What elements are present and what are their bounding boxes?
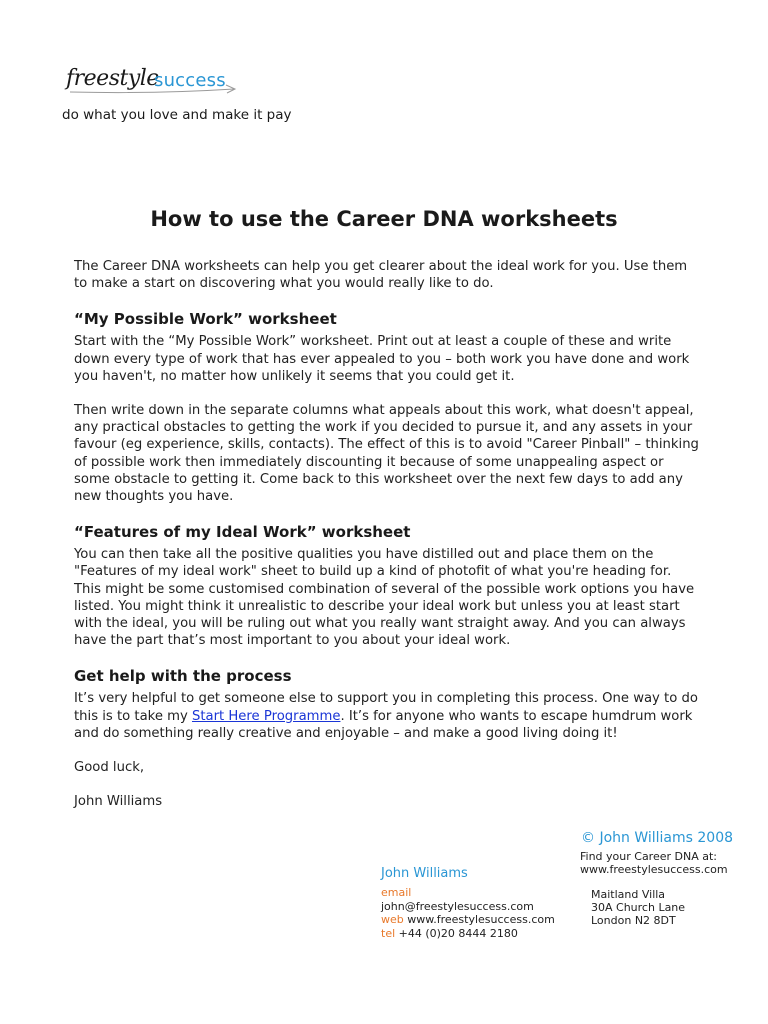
logo-success-text: success (154, 70, 226, 91)
address-line-2: 30A Church Lane (591, 901, 686, 914)
ideal-work-paragraph: You can then take all the positive qualities you have distilled out and place them on the "Features of my ideal work" sheet to build up a kind of photofit of what you're heading for. This might be some customised combination of several of the possible work options you have listed. You might think it unrealistic to describe your ideal work but unless you at least start with the ideal, you will be ruling out what you really want straight away. And you can always have the part that’s most important to you about your ideal work. (74, 547, 695, 649)
address-line-3: London N2 8DT (591, 914, 676, 927)
page-title: How to use the Career DNA worksheets (150, 207, 618, 231)
tel-label: tel (381, 926, 396, 940)
section-heading-get-help: Get help with the process (74, 667, 292, 686)
possible-work-paragraph-1: Start with the “My Possible Work” worksheet. Print out at least a couple of these and write down every type of work that has ever appealed to you – both work you have done and work you haven't, no matter how unlikely it seems that you could get it. (74, 334, 690, 384)
find-line-2: www.freestylesuccess.com (580, 863, 728, 876)
intro-paragraph: The Career DNA worksheets can help you get clearer about the ideal work for you. Use them to make a start on discovering what you would really like to do. (74, 259, 688, 292)
web-address[interactable]: www.freestylesuccess.com (407, 913, 555, 926)
section-heading-possible-work: “My Possible Work” worksheet (74, 310, 337, 329)
get-help-paragraph (74, 690, 699, 742)
postal-address (591, 888, 685, 927)
logo-swoosh-icon (66, 82, 241, 98)
find-career-dna (580, 850, 728, 876)
possible-work-paragraph-2: Then write down in the separate columns what appeals about this work, what doesn't appeal, any practical obstacles to getting the work if you decided to pursue it, and any assets in your favour (eg experience, skills, contacts). The effect of this is to avoid "Career Pinball" – thinking of possible work then immediately discounting it because of some unappealing aspect or some obstacle to getting it. Come back to this worksheet over the next few days to add any new thoughts you have. (74, 403, 699, 505)
closing-text: Good luck, (74, 760, 145, 776)
address-line-1: Maitland Villa (591, 888, 666, 901)
freestyle-success-logo (66, 62, 246, 102)
start-here-programme-link[interactable]: Start Here Programme (191, 708, 341, 724)
get-help-text-before: It’s very helpful to get someone else to support you in completing this process. One way to do this is to take my (74, 691, 698, 724)
signature: John Williams (74, 794, 163, 810)
copyright: © John Williams 2008 (581, 830, 734, 846)
logo-freestyle-text: freestyle (66, 66, 159, 91)
telephone-number: +44 (0)20 8444 2180 (398, 926, 518, 940)
document-body (74, 258, 699, 827)
web-label: web (381, 913, 404, 926)
section-heading-ideal-work: “Features of my Ideal Work” worksheet (74, 523, 411, 542)
get-help-text-after: . It’s for anyone who wants to escape humdrum work and do something really creative and enjoyable – and make a good living doing it! (74, 708, 693, 741)
email-label: email (381, 886, 412, 899)
contact-details (381, 886, 555, 940)
email-address[interactable]: john@freestylesuccess.com (381, 899, 534, 913)
tagline: do what you love and make it pay (62, 107, 292, 123)
find-line-1: Find your Career DNA at: (580, 850, 718, 863)
contact-name: John Williams (381, 866, 468, 881)
